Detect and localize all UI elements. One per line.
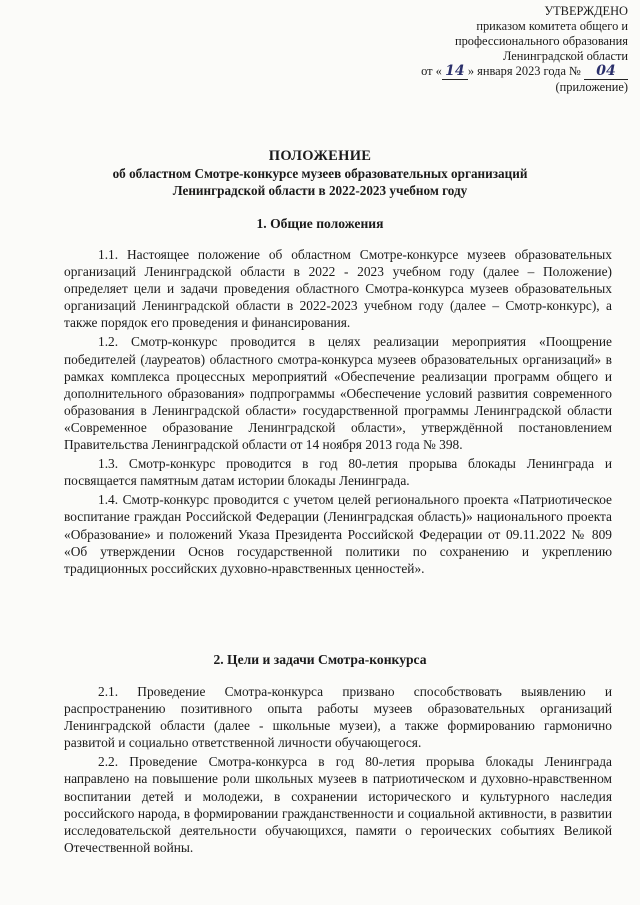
date-middle: » января 2023 года № (467, 64, 581, 78)
approval-line-committee: профессионального образования (454, 34, 628, 48)
approval-date-line (421, 64, 628, 80)
document-title: ПОЛОЖЕНИЕ (268, 148, 372, 164)
approval-appendix-note: (приложение) (555, 80, 628, 94)
paragraph-2-1: 2.1. Проведение Смотра-конкурса призвано способствовать выявлению и распространению позитивного опыта работы музеев образовательных организаций Ленинградской области (далее - школьные музеи), а также формированию гармонично развитой и социально ответственной личности обучающегося. (64, 684, 612, 751)
paragraph-1-3: 1.3. Смотр-конкурс проводится в год 80-летия прорыва блокады Ленинграда и посвящается памятным датам истории блокады Ленинграда. (64, 456, 612, 489)
paragraph-1-4: 1.4. Смотр-конкурс проводится с учетом целей регионального проекта «Патриотическое воспитание граждан Российской Федерации (Ленинградская область)» национального проекта «Образование» и положений Указа Президента Российской Федерации от 09.11.2022 № 809 «Об утверждении Основ государственной политики по сохранению и укреплению традиционных российских духовно-нравственных ценностей». (64, 492, 612, 576)
approval-title: УТВЕРЖДЕНО (544, 4, 628, 18)
document-title-block (0, 148, 640, 199)
section1-heading: 1. Общие положения (256, 216, 384, 231)
approval-stamp (421, 4, 628, 95)
paragraph-1-2: 1.2. Смотр-конкурс проводится в целях реализации мероприятия «Поощрение победителей (лауреатов) областного смотра-конкурса музеев образовательных организаций» в рамках комплекса процессных мероприятий «Обеспечение реализации программ общего и дополнительного образования» подпрограммы «Обеспечение условий развития современного образования в Ленинградской области» государственной программы Ленинградской области «Современное образование Ленинградской области», утверждённой постановлением Правительства Ленинградской области от 14 ноября 2013 года № 398. (64, 334, 612, 453)
approval-line-region: Ленинградской области (502, 49, 628, 63)
section2-body (64, 683, 612, 858)
handwritten-order-number: 04 (584, 64, 628, 80)
date-prefix: от « (421, 64, 442, 78)
document-subtitle-line2: Ленинградской области в 2022-2023 учебном году (172, 183, 468, 198)
paragraph-2-2: 2.2. Проведение Смотра-конкурса в год 80-летия прорыва блокады Ленинграда направлено на повышение роли школьных музеев в патриотическом и духовно-нравственном воспитании детей и молодежи, в сохранении исторического и культурного наследия российского народа, в формировании гражданственности и социальной активности, в развитии исследовательской деятельности обучающихся, памяти о героических событиях Великой Отечественной войны. (64, 754, 612, 855)
section2-heading: 2. Цели и задачи Смотра-конкурса (213, 652, 427, 667)
section1-body (64, 246, 612, 579)
approval-line-order: приказом комитета общего и (476, 19, 628, 33)
handwritten-day: 14 (442, 64, 468, 80)
document-subtitle-line1: об областном Смотре-конкурсе музеев образовательных организаций (112, 166, 528, 181)
paragraph-1-1: 1.1. Настоящее положение об областном Смотре-конкурсе музеев образовательных организаций Ленинградской области в 2022 - 2023 учебном году (далее – Положение) определяет цели и задачи проведения областного Смотра-конкурса музеев образовательных организаций Ленинградской области в 2022-2023 учебном году (далее – Смотр-конкурс), а также порядок его проведения и финансирования. (64, 247, 612, 331)
